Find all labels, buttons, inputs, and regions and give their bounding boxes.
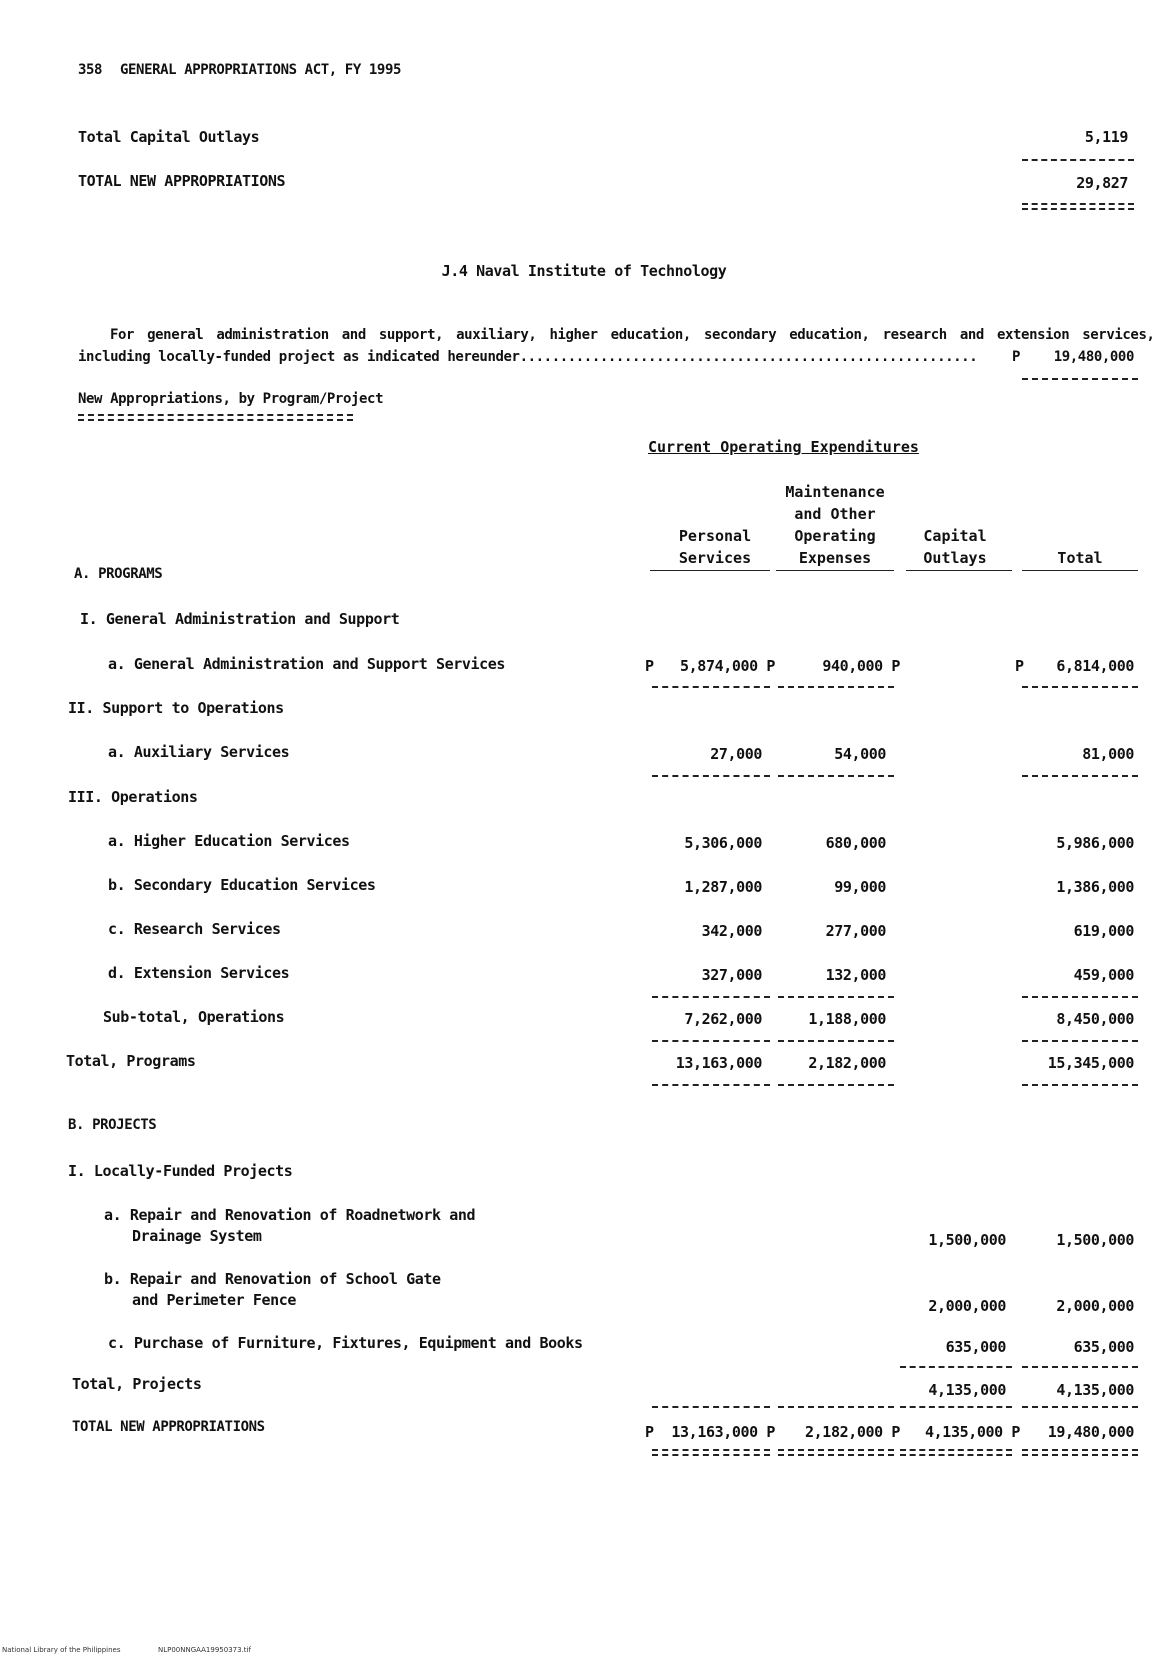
ops-d-total: 459,000: [1073, 966, 1134, 984]
ops-b-mooe: 99,000: [834, 878, 886, 896]
ops-d-mooe: 132,000: [825, 966, 886, 984]
double-divider: [900, 1449, 1012, 1456]
sto-a-mooe: 54,000: [834, 745, 886, 763]
col-personal-services-line1: Personal: [678, 527, 752, 545]
lfp-b-label-line2: and Perimeter Fence: [132, 1291, 296, 1309]
divider: [778, 686, 894, 688]
prev-total-new-appropriations-label: TOTAL NEW APPROPRIATIONS: [78, 172, 286, 190]
programs-heading: A. PROGRAMS: [74, 566, 163, 582]
total-projects-total: 4,135,000: [1056, 1381, 1134, 1399]
divider: [778, 1040, 894, 1042]
ops-a-label: a. Higher Education Services: [108, 832, 350, 850]
ops-c-total: 619,000: [1073, 922, 1134, 940]
footer-file-id: NLP00NNGAA19950373.tif: [158, 1646, 251, 1654]
ops-a-personal: 5,306,000: [684, 834, 762, 852]
col-personal-services-line2: Services: [678, 549, 752, 567]
divider: [1022, 1366, 1138, 1368]
grand-total-mooe: 2,182,000 P: [805, 1423, 900, 1441]
grand-total-currency: P: [645, 1423, 654, 1441]
subtotal-personal: 7,262,000: [684, 1010, 762, 1028]
lfp-a-total: 1,500,000: [1056, 1231, 1134, 1249]
sto-a-personal: 27,000: [710, 745, 762, 763]
header-underline: [906, 570, 1012, 571]
divider: [652, 1040, 770, 1042]
divider: [1022, 996, 1138, 998]
ops-b-label: b. Secondary Education Services: [108, 876, 376, 894]
ops-d-personal: 327,000: [701, 966, 762, 984]
grand-total-personal: 13,163,000 P: [671, 1423, 775, 1441]
gas-a-currency: P: [645, 657, 654, 675]
page-number: 358: [78, 62, 103, 78]
gas-a-mooe: 940,000 P: [822, 657, 900, 675]
gas-a-label: a. General Administration and Support Services: [108, 655, 506, 673]
lfp-a-capital: 1,500,000: [928, 1231, 1006, 1249]
ops-d-label: d. Extension Services: [108, 964, 290, 982]
running-title: GENERAL APPROPRIATIONS ACT, FY 1995: [120, 62, 402, 78]
divider: [1022, 1406, 1138, 1408]
purpose-line-2: including locally-funded project as indicated hereunder.........................................................: [78, 349, 978, 365]
subtotal-operations-label: Sub-total, Operations: [103, 1008, 285, 1026]
header-underline: [776, 570, 894, 571]
header-underline: [650, 570, 770, 571]
col-capital-outlays-line2: Outlays: [923, 549, 987, 567]
col-total: Total: [1057, 549, 1103, 567]
col-mooe-line2: and Other: [794, 505, 876, 523]
total-programs-mooe: 2,182,000: [808, 1054, 886, 1072]
divider: [778, 775, 894, 777]
divider: [778, 1084, 894, 1086]
lfp-b-total: 2,000,000: [1056, 1297, 1134, 1315]
subtotal-total: 8,450,000: [1056, 1010, 1134, 1028]
total-projects-label: Total, Projects: [72, 1375, 202, 1393]
total-programs-personal: 13,163,000: [675, 1054, 762, 1072]
projects-heading: B. PROJECTS: [68, 1117, 157, 1133]
divider: [652, 686, 770, 688]
double-divider: [778, 1449, 894, 1456]
total-projects-capital: 4,135,000: [928, 1381, 1006, 1399]
sub-heading-underline: [78, 414, 353, 421]
divider: [778, 996, 894, 998]
divider: [778, 1406, 894, 1408]
lfp-b-label-line1: b. Repair and Renovation of School Gate: [104, 1270, 441, 1288]
subtotal-mooe: 1,188,000: [808, 1010, 886, 1028]
lfp-b-capital: 2,000,000: [928, 1297, 1006, 1315]
lfp-c-capital: 635,000: [945, 1338, 1006, 1356]
double-divider: [652, 1449, 770, 1456]
divider: [900, 1406, 1012, 1408]
double-divider: [1022, 203, 1134, 210]
ops-b-personal: 1,287,000: [684, 878, 762, 896]
gas-heading: I. General Administration and Support: [80, 610, 400, 628]
col-mooe-line1: Maintenance: [785, 483, 885, 501]
total-capital-outlays-label: Total Capital Outlays: [78, 128, 260, 146]
purpose-amount: 19,480,000: [1053, 349, 1134, 365]
divider: [652, 1084, 770, 1086]
lfp-a-label-line2: Drainage System: [132, 1227, 262, 1245]
divider: [652, 1406, 770, 1408]
prev-total-new-appropriations-value: 29,827: [1076, 174, 1128, 192]
lfp-c-total: 635,000: [1073, 1338, 1134, 1356]
total-capital-outlays-value: 5,119: [1084, 128, 1128, 146]
grand-total-total: 19,480,000: [1047, 1423, 1134, 1441]
divider: [652, 775, 770, 777]
sto-a-label: a. Auxiliary Services: [108, 743, 290, 761]
divider: [652, 996, 770, 998]
double-divider: [1022, 1449, 1138, 1456]
ops-c-label: c. Research Services: [108, 920, 281, 938]
divider: [1022, 378, 1138, 380]
purpose-currency: P: [1012, 349, 1021, 365]
ops-a-mooe: 680,000: [825, 834, 886, 852]
purpose-line-1: For general administration and support, auxiliary, higher education, secondary education, research and extension services,: [110, 327, 1155, 343]
grand-total-label: TOTAL NEW APPROPRIATIONS: [72, 1419, 265, 1435]
divider: [1022, 686, 1138, 688]
divider: [1022, 1084, 1138, 1086]
header-underline: [1022, 570, 1138, 571]
sto-heading: II. Support to Operations: [68, 699, 284, 717]
lfp-heading: I. Locally-Funded Projects: [68, 1162, 293, 1180]
gas-a-total-currency: P: [1015, 657, 1024, 675]
total-programs-label: Total, Programs: [66, 1052, 196, 1070]
sto-a-total: 81,000: [1082, 745, 1134, 763]
total-programs-total: 15,345,000: [1047, 1054, 1134, 1072]
gas-a-personal: 5,874,000 P: [680, 657, 775, 675]
col-capital-outlays-line1: Capital: [923, 527, 987, 545]
divider: [1022, 775, 1138, 777]
gas-a-total: 6,814,000: [1056, 657, 1134, 675]
ops-heading: III. Operations: [68, 788, 198, 806]
divider: [1022, 1040, 1138, 1042]
divider: [1022, 159, 1134, 161]
sub-heading: New Appropriations, by Program/Project: [78, 391, 384, 407]
ops-c-mooe: 277,000: [825, 922, 886, 940]
divider: [900, 1366, 1012, 1368]
lfp-a-label-line1: a. Repair and Renovation of Roadnetwork and: [104, 1206, 476, 1224]
grand-total-capital: 4,135,000 P: [925, 1423, 1020, 1441]
ops-b-total: 1,386,000: [1056, 878, 1134, 896]
footer-library: National Library of the Philippines: [2, 1646, 121, 1654]
group-header-current-operating: Current Operating Expenditures: [648, 438, 919, 456]
section-title: J.4 Naval Institute of Technology: [441, 262, 727, 280]
lfp-c-label: c. Purchase of Furniture, Fixtures, Equipment and Books: [108, 1334, 583, 1352]
col-mooe-line4: Expenses: [798, 549, 872, 567]
col-mooe-line3: Operating: [794, 527, 876, 545]
ops-c-personal: 342,000: [701, 922, 762, 940]
ops-a-total: 5,986,000: [1056, 834, 1134, 852]
